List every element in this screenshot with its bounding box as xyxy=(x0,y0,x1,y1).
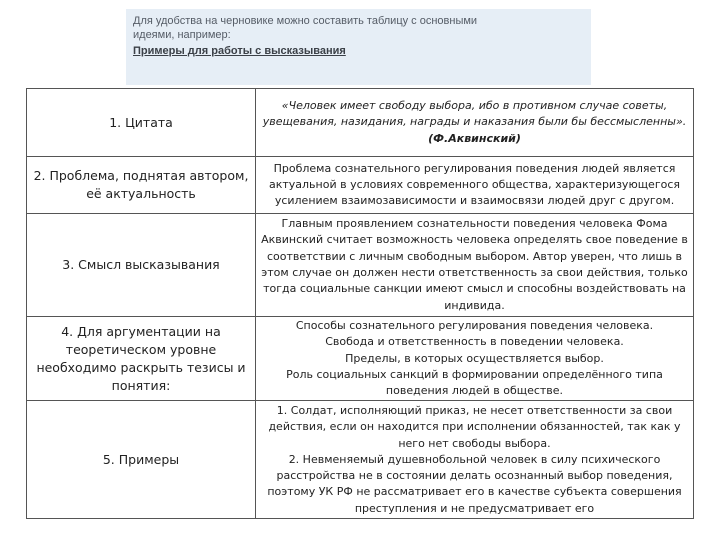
row-label-quote: 1. Цитата xyxy=(27,89,256,157)
examples-cell xyxy=(256,401,694,519)
row-label-examples: 5. Примеры xyxy=(27,401,256,519)
quote-text: «Человек имеет свободу выбора, ибо в противном случае советы, увещевания, назидания, награды и наказания были бы бессмысленны». xyxy=(262,99,687,129)
banner-subtitle: Примеры для работы с высказывания xyxy=(133,45,346,57)
example-item: 2. Невменяемый душевнобольной человек в силу психического расстройства не в состоянии делать осознанный выбор поведения, поэтому УК РФ не рассматривает его в качестве субъекта совершения преступления и не предусматривает его xyxy=(267,452,682,515)
row-label-argumentation: 4. Для аргументации на теоретическом уровне необходимо раскрыть тезисы и понятия: xyxy=(27,317,256,401)
concept-line: Способы сознательного регулирования поведения человека. xyxy=(295,319,654,332)
row-label-meaning: 3. Смысл высказывания xyxy=(27,214,256,317)
problem-text: Проблема сознательного регулирования поведения людей является актуальной в условиях современного общества, характеризующегося усилением взаимозависимости и взаимосвязи людей друг с другом. xyxy=(256,157,694,214)
table-row xyxy=(27,401,694,519)
example-item: 1. Солдат, исполняющий приказ, не несет ответственности за свои действия, если он находится при исполнении обязанностей, так как у него нет свободы выбора. xyxy=(268,403,681,450)
table-row xyxy=(27,317,694,401)
quote-author: (Ф.Аквинский) xyxy=(428,131,521,145)
essay-plan-table xyxy=(26,88,694,519)
banner-line-1: Для удобства на черновике можно составить таблицу с основными xyxy=(133,15,478,27)
concept-line: Пределы, в которых осуществляется выбор. xyxy=(345,351,604,365)
table-row xyxy=(27,157,694,214)
instruction-banner xyxy=(126,9,591,85)
table-row xyxy=(27,89,694,157)
concepts-cell xyxy=(256,317,694,401)
meaning-text: Главным проявлением сознательности поведения человека Фома Аквинский считает возможность человека определять свое поведение в соответствии с личным свободным выбором. Автор уверен, что лишь в этом случае он должен нести ответственность за свои действия, только тогда социальные санкции имеют смысл и способны воздействовать на индивида. xyxy=(256,214,694,317)
concept-line: Роль социальных санкций в формировании определённого типа поведения людей в обществе. xyxy=(286,367,663,398)
concept-line: Свобода и ответственность в поведении человека. xyxy=(325,335,624,349)
table-row xyxy=(27,214,694,317)
row-label-problem: 2. Проблема, поднятая автором, её актуальность xyxy=(27,157,256,214)
banner-line-2: идеями, например: xyxy=(133,29,231,41)
quote-cell xyxy=(256,89,694,157)
